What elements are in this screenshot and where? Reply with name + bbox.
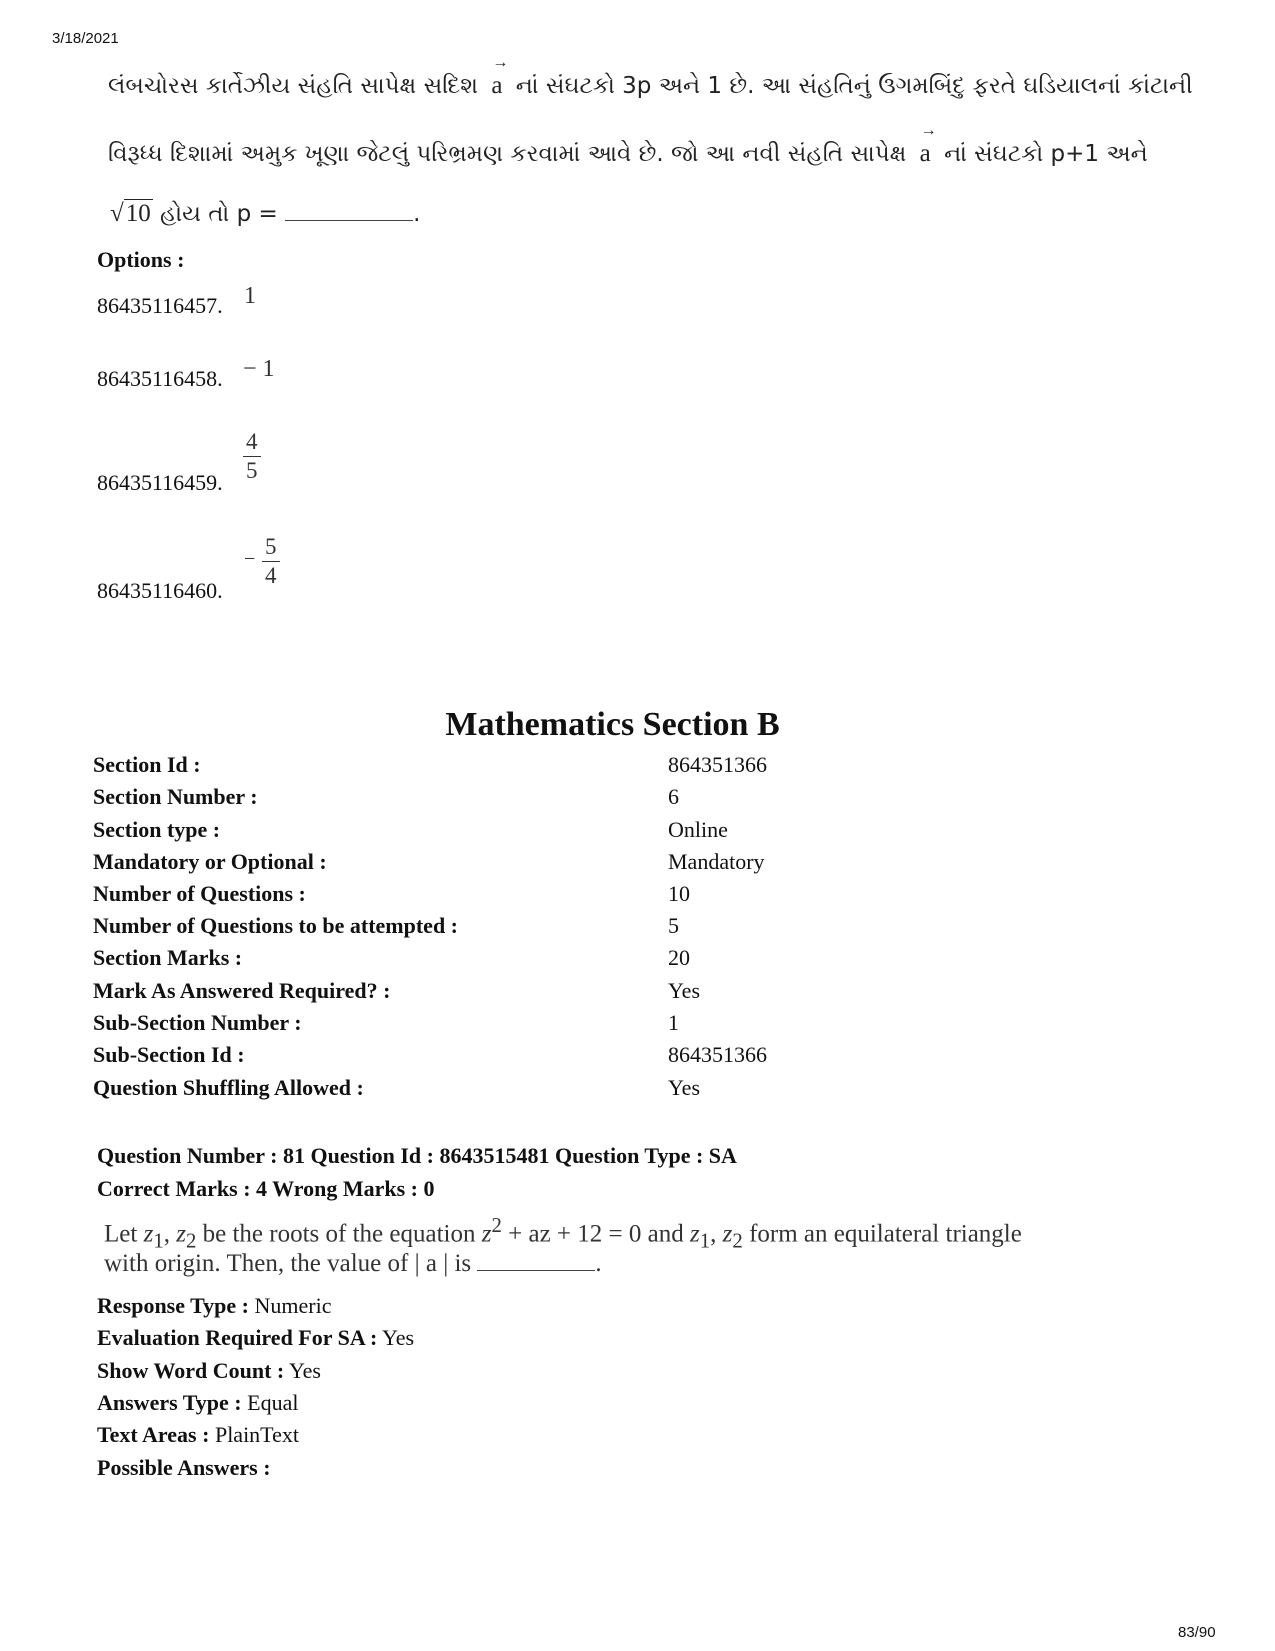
section-info-value: 864351366 (668, 752, 767, 777)
section-info-value: 5 (668, 913, 679, 938)
meta-row: Evaluation Required For SA : Yes (97, 1325, 415, 1350)
vector-a-symbol: → a (920, 140, 931, 168)
question-header: Question Number : 81 Question Id : 8643515481 Question Type : SA (97, 1143, 737, 1168)
print-date: 3/18/2021 (52, 30, 119, 47)
section-info-label: Question Shuffling Allowed : (93, 1075, 364, 1100)
sqrt-expression: √10 (110, 200, 151, 227)
section-info-label: Mandatory or Optional : (93, 849, 327, 874)
option-fraction: $\frac{5}{4}$ (262, 533, 280, 590)
meta-row: Response Type : Numeric (97, 1293, 332, 1318)
option-value: − 1 (243, 356, 275, 382)
section-info-label: Mark As Answered Required? : (93, 978, 391, 1003)
section-info-value: 20 (668, 945, 690, 970)
section-info-label: Number of Questions : (93, 881, 306, 906)
option-id: 86435116460. (97, 578, 223, 603)
page-number: 83/90 (1178, 1624, 1216, 1641)
section-info-value: 6 (668, 784, 679, 809)
question-text-line-1: Let $z_1$, $z_2$ be the roots of the equation $z^2$ + az + 12 = 0 and $z_1$, $z_2$ form an equilateral triangle (104, 1213, 1022, 1253)
option-sign: − (244, 548, 256, 570)
option-value: 1 (244, 283, 256, 309)
section-info-value: Mandatory (668, 849, 765, 874)
section-info-value: 864351366 (668, 1042, 767, 1067)
option-id: 86435116457. (97, 293, 223, 318)
meta-row: Text Areas : PlainText (97, 1422, 299, 1447)
options-label: Options : (97, 247, 185, 272)
prev-question-line-1: લંબચોરસ કાર્તેઝીય સંહતિ સાપેક્ષ સદિશ → a નાં સંઘટકો 3p અને 1 છે. આ સંહતિનું ઉગમબિંદુ ફરતે ઘડિયાલનાં કાંટાની (108, 72, 1193, 100)
option-id: 86435116458. (97, 366, 223, 391)
section-info-value: Yes (668, 978, 701, 1003)
option-id: 86435116459. (97, 470, 223, 495)
section-info-value: 1 (668, 1010, 679, 1035)
question-text-line-2: with origin. Then, the value of | a | is . (104, 1250, 602, 1277)
question-marks: Correct Marks : 4 Wrong Marks : 0 (97, 1176, 435, 1201)
section-info-label: Section Marks : (93, 945, 243, 970)
section-info-label: Sub-Section Number : (93, 1010, 302, 1035)
section-info-label: Section Id : (93, 752, 201, 777)
section-info-value: Yes (668, 1075, 701, 1100)
option-fraction: $\frac{4}{5}$ (243, 428, 261, 485)
prev-question-line-3: √10 હોય તો p = . (110, 200, 421, 227)
section-info-label: Section type : (93, 817, 221, 842)
answer-blank (285, 220, 413, 221)
prev-question-line-2: વિરૂધ્ધ દિશામાં અમુક ખૂણા જેટલું પરિભ્રમણ કરવામાં આવે છે. જો આ નવી સંહતિ સાપેક્ષ → a નાં સંઘટકો p+1 અને (108, 140, 1148, 168)
section-info-value: Online (668, 817, 728, 842)
section-info-label: Section Number : (93, 784, 258, 809)
section-info-value: 10 (668, 881, 690, 906)
meta-row: Possible Answers : (97, 1455, 271, 1480)
meta-row: Show Word Count : Yes (97, 1358, 321, 1383)
answer-blank (477, 1270, 595, 1271)
section-info-label: Number of Questions to be attempted : (93, 913, 459, 938)
section-info-label: Sub-Section Id : (93, 1042, 245, 1067)
vector-a-symbol: → a (491, 72, 502, 100)
meta-row: Answers Type : Equal (97, 1390, 299, 1415)
section-title: Mathematics Section B (445, 706, 780, 743)
